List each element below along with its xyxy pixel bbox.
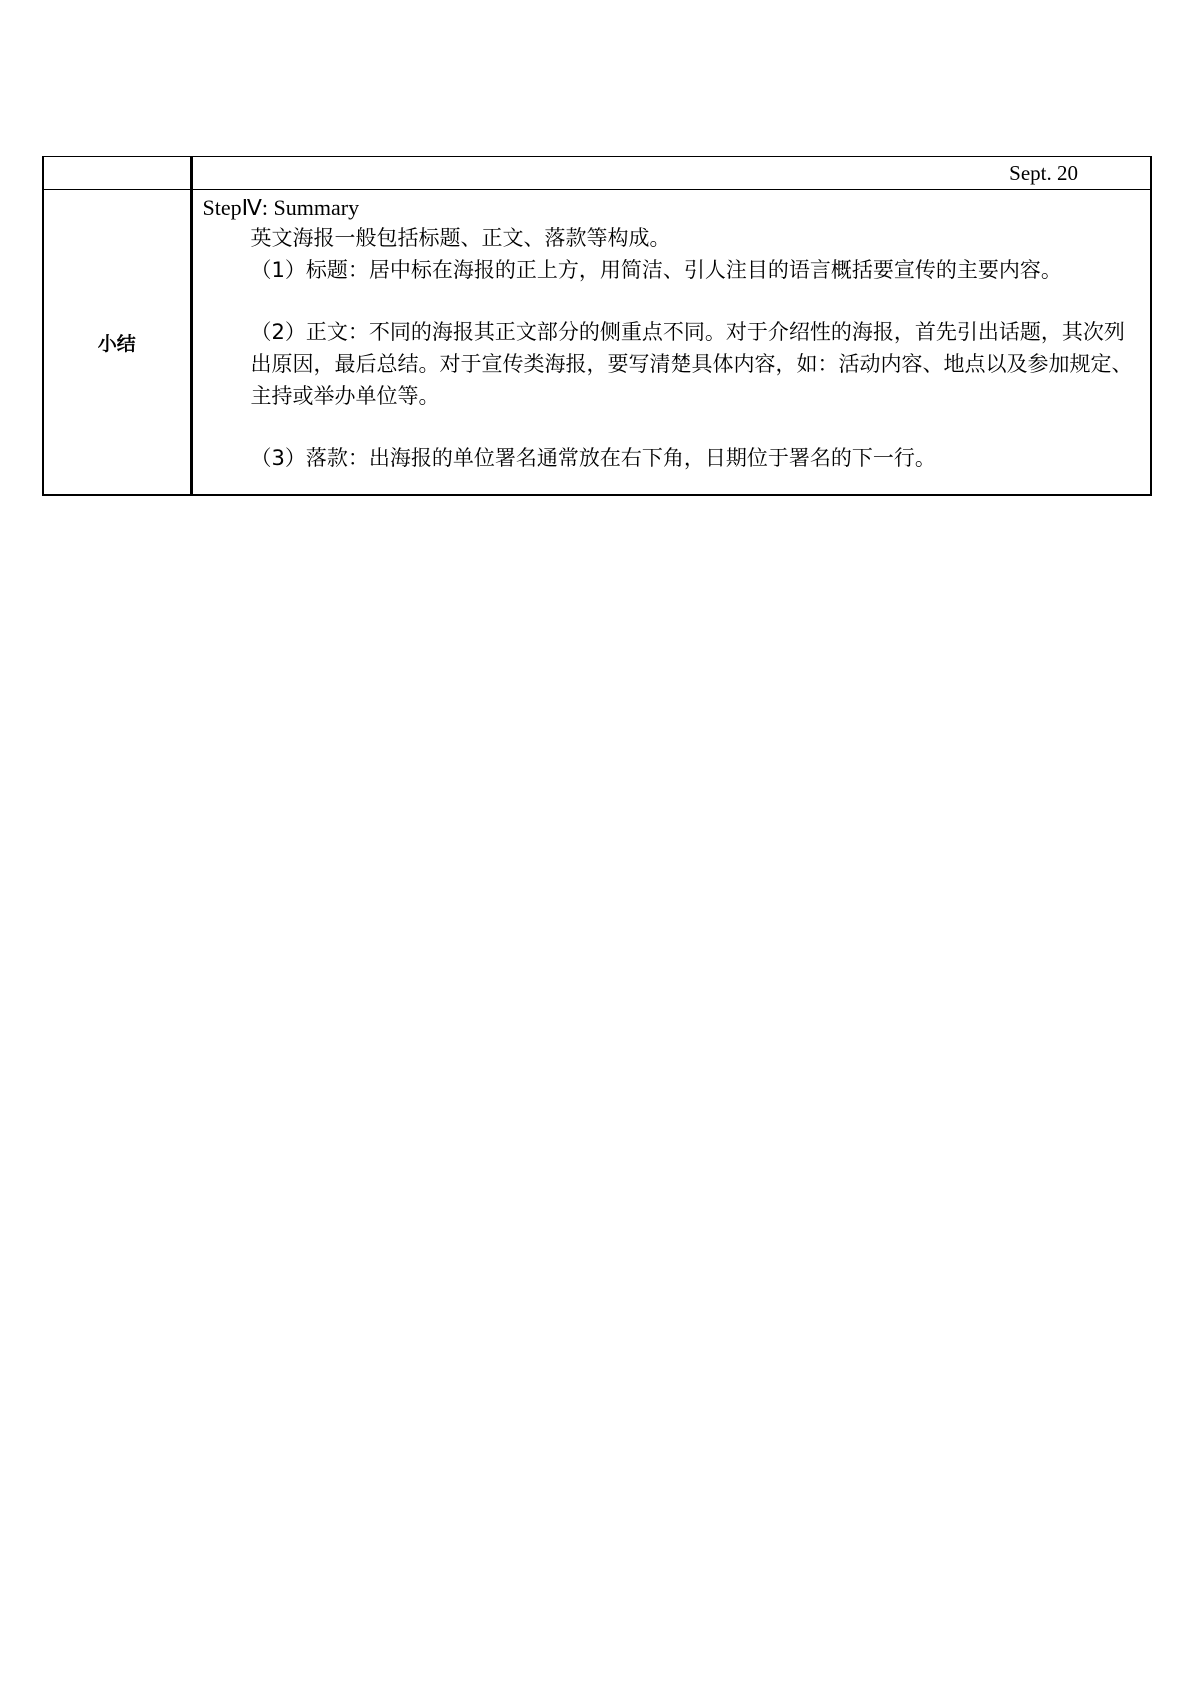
lesson-plan-table (42, 156, 1152, 496)
step-heading: StepⅣ: Summary (202, 195, 360, 220)
table-row-date (43, 157, 1151, 190)
summary-content (191, 190, 1151, 496)
section-label: 小结 (43, 190, 191, 496)
item-signature-paragraph: （3）落款：出海报的单位署名通常放在右下角，日期位于署名的下一行。 (250, 446, 936, 470)
date-text: Sept. 20 (191, 157, 1151, 190)
intro-paragraph: 英文海报一般包括标题、正文、落款等构成。 (250, 226, 671, 250)
item-title-paragraph: （1）标题：居中标在海报的正上方，用简洁、引人注目的语言概括要宣传的主要内容。 (250, 258, 1062, 282)
empty-label-cell (43, 157, 191, 190)
item-body-paragraph: （2）正文：不同的海报其正文部分的侧重点不同。对于介绍性的海报，首先引出话题，其次列出原因，最后总结。对于宣传类海报，要写清楚具体内容，如：活动内容、地点以及参加规定、主持或举办单位等。 (250, 320, 1133, 408)
table-row-summary (43, 190, 1151, 496)
